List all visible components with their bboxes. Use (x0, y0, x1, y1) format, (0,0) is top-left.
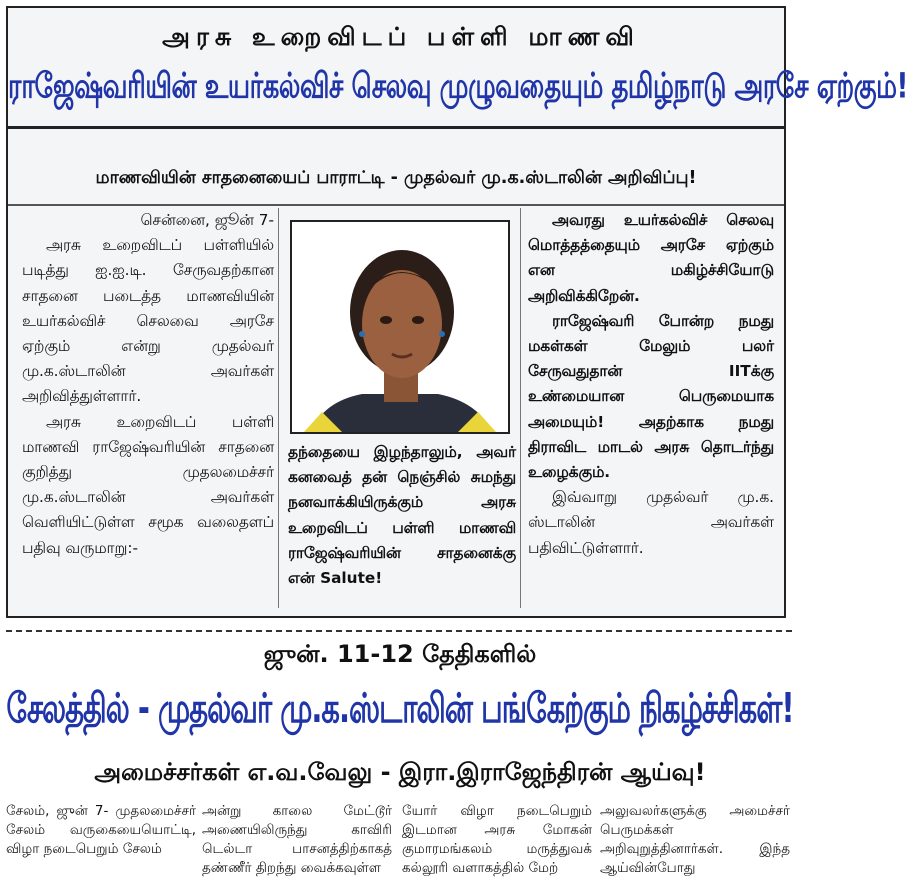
story2-column (202, 802, 392, 878)
photo-caption: தந்தையை இழந்தாலும், அவர் கனவைத் தன் நெஞ்சில் சுமந்து நனவாக்கியிருக்கும் அரசு உறைவிடப் பள்ளி மாணவி ராஜேஷ்வரியின் சாதனைக்கு என் Salute! (288, 443, 516, 588)
paragraph: அரசு உறைவிடப் பள்ளி மாணவி ராஜேஷ்வரியின் சாதனை குறித்து முதலமைச்சர் மு.க.ஸ்டாலின் அவர்கள் வெளியிட்டுள்ள சமூக வலைதளப் பதிவு வருமாறு:- (22, 412, 274, 557)
article-column-left (22, 208, 274, 561)
section-divider (6, 630, 792, 632)
story2-subhead: அமைச்சர்கள் எ.வ.வேலு - இரா.இராஜேந்திரன் ஆய்வு! (94, 758, 706, 786)
paragraph: ராஜேஷ்வரி போன்ற நமது மகள்கள் மேலும் பலர் சேருவதுதான் IITக்கு உண்மையான பெருமையாக அமையும்! அதற்காக நமது திராவிட மாடல் அரசு தொடர்ந்து உழைக்கும். (528, 311, 774, 482)
paragraph: சேலம், ஜுன் 7- முதலமைச்சர் சேலம் வருகையையொட்டி, விழா நடைபெறும் சேலம் (6, 803, 196, 857)
paragraph: யோர் விழா நடைபெறும் இடமான அரசு மோகன் குமாரமங்கலம் மருத்துவக் கல்லூரி வளாகத்தில் மேற் (402, 803, 592, 876)
column-rule (278, 208, 279, 608)
paragraph: அவரது உயர்கல்விச் செலவு மொத்தத்தையும் அரசே ஏற்கும் என மகிழ்ச்சியோடு அறிவிக்கிறேன். (528, 211, 774, 305)
paragraph: இவ்வாறு முதல்வர் மு.க. ஸ்டாலின் அவர்கள் பதிவிட்டுள்ளார். (528, 488, 774, 557)
paragraph: அன்று காலை மேட்டூர் அணையிலிருந்து காவிரி டெல்டா பாசனத்திற்காகத் தண்ணீர் திறந்து வைக்கவுள்ள (202, 803, 392, 876)
article-column-right (528, 208, 774, 561)
paragraph: அரசு உறைவிடப் பள்ளியில் படித்து ஐ.ஐ.டி. சேருவதற்கான சாதனை படைத்த மாணவியின் உயர்கல்விச் செலவை அரசே ஏற்கும் என்று முதல்வர் மு.க.ஸ்டாலின் அவர்கள் அறிவித்துள்ளார். (22, 236, 274, 406)
story2-column (600, 802, 790, 878)
story2-kicker: ஜுன். 11-12 தேதிகளில் (263, 640, 537, 668)
story-headline: ராஜேஷ்வரியின் உயர்கல்விச் செலவு முழுவதையும் தமிழ்நாடு அரசே ஏற்கும்! (8, 66, 908, 107)
divider (8, 126, 784, 129)
story-kicker: அரசு உறைவிடப் பள்ளி மாணவி (162, 22, 640, 51)
story2-column (402, 802, 592, 878)
story2-column (6, 802, 196, 859)
student-photo (290, 220, 510, 434)
story-frame (6, 6, 908, 618)
dateline: சென்னை, ஜூன் 7- (140, 211, 274, 229)
column-rule (520, 208, 521, 608)
story-subhead: மாணவியின் சாதனையைப் பாராட்டி - முதல்வர் மு.க.ஸ்டாலின் அறிவிப்பு! (95, 168, 697, 188)
paragraph: அலுவலர்களுக்கு அமைச்சர் பெருமக்கள் அறிவுறுத்தினார்கள். இந்த ஆய்வின்போது (600, 803, 790, 876)
story2-headline: சேலத்தில் - முதல்வர் மு.க.ஸ்டாலின் பங்கேற்கும் நிகழ்ச்சிகள்! (6, 684, 794, 732)
divider (8, 204, 784, 206)
portrait-image (292, 222, 508, 432)
